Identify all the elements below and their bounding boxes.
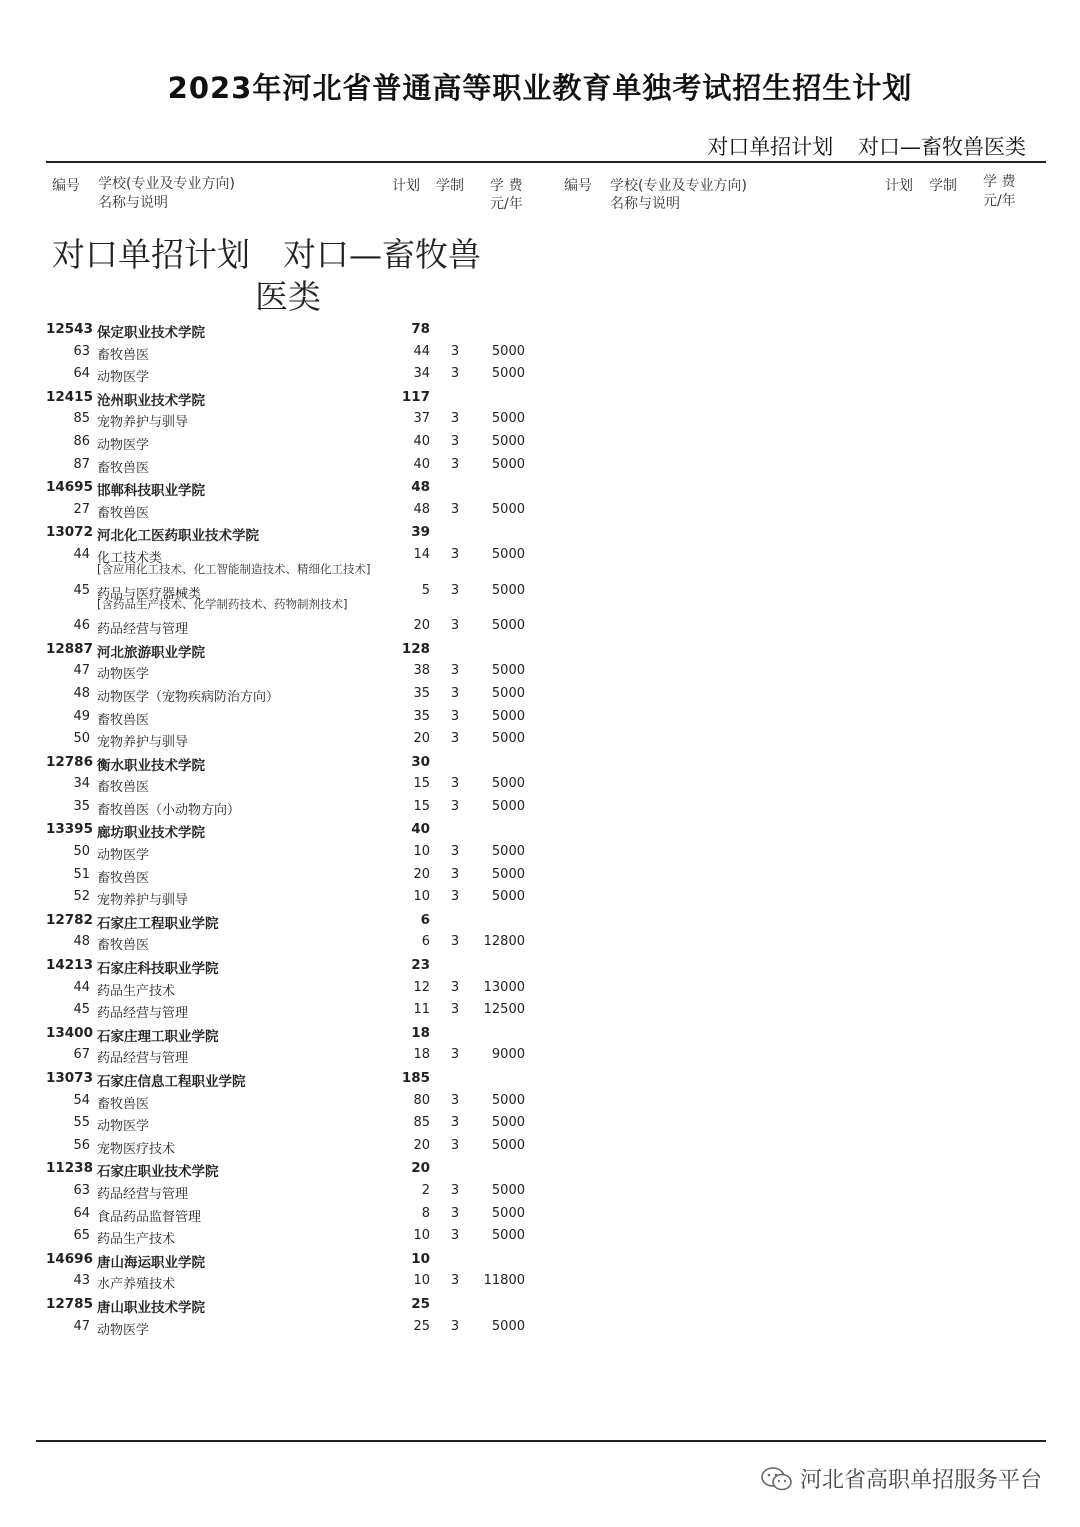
cell-plan: 15 bbox=[413, 776, 430, 792]
cell-years: 3 bbox=[450, 979, 460, 995]
cell-fee: 5000 bbox=[491, 1137, 525, 1153]
footer-brand bbox=[760, 1463, 1042, 1494]
cell-code: 56 bbox=[73, 1137, 90, 1153]
cell-code: 50 bbox=[73, 844, 90, 860]
table-row-note bbox=[0, 562, 387, 580]
plan-table bbox=[0, 318, 560, 1338]
cell-name: 畜牧兽医 bbox=[97, 870, 150, 886]
cell-name: 畜牧兽医 bbox=[97, 1096, 150, 1112]
cell-plan: 44 bbox=[413, 343, 430, 359]
cell-plan: 40 bbox=[413, 433, 430, 449]
cell-plan: 18 bbox=[413, 1047, 430, 1063]
cell-name: 畜牧兽医 bbox=[97, 938, 150, 954]
major-row bbox=[0, 864, 560, 887]
cell-plan: 128 bbox=[401, 640, 430, 657]
footer-text: 河北省高职单招服务平台 bbox=[799, 1468, 1042, 1493]
cell-name: 药品经营与管理 bbox=[97, 1186, 189, 1202]
cell-fee: 5000 bbox=[491, 685, 525, 701]
cell-name: 石家庄工程职业学院 bbox=[97, 915, 219, 932]
cell-plan: 15 bbox=[413, 798, 430, 814]
cell-code: 65 bbox=[73, 1228, 90, 1244]
col-header-fee-2: 元/年 bbox=[490, 196, 523, 212]
cell-name: 动物医学 bbox=[97, 1119, 150, 1135]
cell-fee: 5000 bbox=[491, 866, 525, 882]
cell-plan: 20 bbox=[413, 731, 430, 747]
cell-code: 13400 bbox=[46, 1024, 93, 1041]
cell-code: 14695 bbox=[46, 479, 93, 496]
cell-plan: 12 bbox=[413, 979, 430, 995]
cell-plan: 30 bbox=[411, 753, 430, 770]
major-row bbox=[0, 615, 560, 638]
major-row bbox=[0, 683, 560, 706]
cell-plan: 11 bbox=[413, 1002, 430, 1018]
cell-code: 44 bbox=[73, 546, 90, 562]
major-row bbox=[0, 1090, 560, 1113]
cell-code: 45 bbox=[73, 582, 90, 598]
cell-years: 3 bbox=[450, 411, 460, 427]
cell-code: 85 bbox=[73, 411, 90, 427]
school-row bbox=[0, 1067, 560, 1090]
cell-code: 12786 bbox=[46, 753, 93, 770]
cell-plan: 6 bbox=[421, 934, 430, 950]
cell-years: 3 bbox=[450, 366, 460, 382]
cell-code: 86 bbox=[73, 433, 90, 449]
cell-plan: 34 bbox=[413, 366, 430, 382]
cell-fee: 5000 bbox=[491, 366, 525, 382]
cell-plan: 18 bbox=[411, 1024, 430, 1041]
cell-years: 3 bbox=[450, 1047, 460, 1063]
cell-fee: 5000 bbox=[491, 1205, 525, 1221]
major-row bbox=[0, 1270, 560, 1293]
cell-years: 3 bbox=[450, 1228, 460, 1244]
cell-code: 12782 bbox=[46, 911, 93, 928]
cell-years: 3 bbox=[450, 685, 460, 701]
cell-plan: 5 bbox=[421, 582, 430, 598]
col-header-plan-right: 计划 bbox=[885, 178, 913, 194]
cell-code: 11238 bbox=[46, 1160, 93, 1177]
section-title-line1: 对口单招计划 对口—畜牧兽 bbox=[52, 235, 481, 274]
school-row bbox=[0, 1248, 560, 1271]
cell-name: 保定职业技术学院 bbox=[97, 325, 205, 341]
cell-name: 水产养殖技术 bbox=[97, 1277, 176, 1293]
table-row-note bbox=[0, 597, 387, 615]
col-header-name-1: 学校(专业及专业方向) bbox=[98, 176, 235, 192]
school-row bbox=[0, 1157, 560, 1180]
cell-fee: 5000 bbox=[491, 708, 525, 724]
cell-code: 45 bbox=[73, 1002, 90, 1018]
cell-plan: 8 bbox=[421, 1205, 430, 1221]
major-row bbox=[0, 999, 560, 1022]
school-row bbox=[0, 909, 560, 932]
cell-name: 动物医学 bbox=[97, 370, 150, 386]
cell-code: 48 bbox=[73, 685, 90, 701]
col-header-fee-1: 学 费 bbox=[490, 178, 523, 194]
cell-code: 46 bbox=[73, 618, 90, 634]
cell-name: 衡水职业技术学院 bbox=[97, 757, 205, 774]
cell-name: 动物医学 bbox=[97, 848, 150, 864]
cell-years: 3 bbox=[450, 776, 460, 792]
cell-code: 50 bbox=[73, 731, 90, 747]
cell-plan: 2 bbox=[421, 1182, 430, 1198]
school-row bbox=[0, 1293, 560, 1316]
cell-fee: 5000 bbox=[491, 1182, 525, 1198]
cell-name: 宠物医疗技术 bbox=[97, 1141, 176, 1157]
col-header-fee-2-right: 元/年 bbox=[983, 193, 1016, 209]
cell-name: 畜牧兽医 bbox=[97, 347, 150, 363]
cell-years: 3 bbox=[450, 1002, 460, 1018]
cell-name: 动物医学 bbox=[97, 1322, 150, 1338]
cell-plan: 10 bbox=[413, 1273, 430, 1289]
cell-code: 47 bbox=[73, 663, 90, 679]
cell-name: 石家庄科技职业学院 bbox=[97, 961, 219, 978]
cell-code: 13072 bbox=[46, 524, 93, 541]
cell-fee: 5000 bbox=[491, 546, 525, 562]
cell-years: 3 bbox=[450, 798, 460, 814]
cell-code: 12543 bbox=[46, 321, 93, 337]
cell-code: 63 bbox=[73, 1182, 90, 1198]
cell-plan: 40 bbox=[413, 456, 430, 472]
cell-name: 动物医学（宠物疾病防治方向） bbox=[97, 689, 280, 705]
cell-name: 药品生产技术 bbox=[97, 1232, 176, 1248]
cell-years: 3 bbox=[450, 582, 460, 598]
major-row bbox=[0, 431, 560, 454]
cell-code: 43 bbox=[73, 1273, 90, 1289]
cell-name: 廊坊职业技术学院 bbox=[97, 825, 205, 842]
cell-plan: 35 bbox=[413, 708, 430, 724]
cell-code: 64 bbox=[73, 366, 90, 382]
cell-years: 3 bbox=[450, 1092, 460, 1108]
col-header-name-1-right: 学校(专业及专业方向) bbox=[610, 178, 747, 194]
cell-fee: 9000 bbox=[491, 1047, 525, 1063]
major-row bbox=[0, 660, 560, 683]
col-header-fee-1-right: 学 费 bbox=[983, 174, 1016, 190]
section-title-line2: 医类 bbox=[255, 277, 321, 316]
cell-plan: 78 bbox=[411, 321, 430, 337]
major-row bbox=[0, 341, 560, 364]
cell-plan: 38 bbox=[413, 663, 430, 679]
col-header-plan: 计划 bbox=[392, 178, 420, 194]
school-row bbox=[0, 318, 560, 341]
cell-fee: 5000 bbox=[491, 798, 525, 814]
cell-fee: 5000 bbox=[491, 501, 525, 517]
cell-plan: 10 bbox=[411, 1250, 430, 1267]
cell-code: 34 bbox=[73, 776, 90, 792]
cell-plan: 48 bbox=[411, 479, 430, 496]
cell-name: 畜牧兽医 bbox=[97, 505, 150, 521]
school-row bbox=[0, 751, 560, 774]
cell-name: 畜牧兽医 bbox=[97, 460, 150, 476]
col-header-name-2-right: 名称与说明 bbox=[610, 196, 680, 212]
major-row bbox=[0, 1316, 560, 1339]
cell-fee: 5000 bbox=[491, 844, 525, 860]
school-row bbox=[0, 521, 560, 544]
cell-name: 畜牧兽医 bbox=[97, 780, 150, 796]
cell-years: 3 bbox=[450, 456, 460, 472]
cell-years: 3 bbox=[450, 546, 460, 562]
cell-name: 动物医学 bbox=[97, 437, 150, 453]
cell-fee: 5000 bbox=[491, 456, 525, 472]
cell-plan: 39 bbox=[411, 524, 430, 541]
header-rule bbox=[46, 161, 1046, 163]
cell-years: 3 bbox=[450, 1318, 460, 1334]
cell-plan: 85 bbox=[413, 1115, 430, 1131]
major-row bbox=[0, 931, 560, 954]
major-row bbox=[0, 728, 560, 751]
cell-years: 3 bbox=[450, 1273, 460, 1289]
cell-name: 石家庄信息工程职业学院 bbox=[97, 1074, 246, 1090]
cell-name: 宠物养护与驯导 bbox=[97, 893, 189, 909]
cell-fee: 11800 bbox=[483, 1273, 525, 1289]
cell-years: 3 bbox=[450, 731, 460, 747]
cell-code: 13073 bbox=[46, 1070, 93, 1086]
cell-plan: 25 bbox=[413, 1318, 430, 1334]
cell-plan: 25 bbox=[411, 1295, 430, 1312]
major-row bbox=[0, 706, 560, 729]
cell-name: 河北化工医药职业技术学院 bbox=[97, 528, 259, 545]
cell-years: 3 bbox=[450, 889, 460, 905]
cell-fee: 5000 bbox=[491, 618, 525, 634]
cell-years: 3 bbox=[450, 1137, 460, 1153]
major-row bbox=[0, 886, 560, 909]
cell-code: 63 bbox=[73, 343, 90, 359]
cell-fee: 5000 bbox=[491, 1115, 525, 1131]
cell-code: 51 bbox=[73, 866, 90, 882]
cell-plan: 10 bbox=[413, 1228, 430, 1244]
cell-name: 畜牧兽医（小动物方向） bbox=[97, 802, 241, 818]
cell-name: 畜牧兽医 bbox=[97, 712, 150, 728]
cell-code: 44 bbox=[73, 979, 90, 995]
cell-years: 3 bbox=[450, 1115, 460, 1131]
cell-plan: 80 bbox=[413, 1092, 430, 1108]
cell-name: 化工技术类 bbox=[97, 550, 163, 566]
cell-years: 3 bbox=[450, 934, 460, 950]
cell-code: 48 bbox=[73, 934, 90, 950]
col-header-code-right: 编号 bbox=[564, 178, 592, 194]
cell-code: 64 bbox=[73, 1205, 90, 1221]
cell-code: 14213 bbox=[46, 957, 93, 974]
major-row bbox=[0, 499, 560, 522]
page-subheader: 对口单招计划 对口—畜牧兽医类 bbox=[707, 135, 1026, 159]
cell-plan: 23 bbox=[411, 957, 430, 974]
cell-plan: 20 bbox=[413, 1137, 430, 1153]
note-text: [含应用化工技术、化工智能制造技术、精细化工技术] bbox=[97, 561, 371, 576]
cell-fee: 5000 bbox=[491, 776, 525, 792]
major-row bbox=[0, 1180, 560, 1203]
cell-plan: 185 bbox=[401, 1070, 430, 1086]
cell-plan: 20 bbox=[413, 618, 430, 634]
cell-code: 35 bbox=[73, 798, 90, 814]
cell-code: 49 bbox=[73, 708, 90, 724]
cell-name: 唐山职业技术学院 bbox=[97, 1299, 205, 1316]
cell-code: 12785 bbox=[46, 1295, 93, 1312]
cell-name: 唐山海运职业学院 bbox=[97, 1254, 205, 1271]
cell-years: 3 bbox=[450, 618, 460, 634]
cell-fee: 13000 bbox=[483, 979, 525, 995]
cell-name: 河北旅游职业学院 bbox=[97, 644, 205, 661]
cell-name: 动物医学 bbox=[97, 667, 150, 683]
col-header-years: 学制 bbox=[436, 178, 464, 194]
major-row bbox=[0, 841, 560, 864]
cell-fee: 5000 bbox=[491, 1318, 525, 1334]
cell-plan: 117 bbox=[401, 388, 430, 405]
cell-fee: 5000 bbox=[491, 582, 525, 598]
cell-plan: 14 bbox=[413, 546, 430, 562]
cell-fee: 12500 bbox=[483, 1002, 525, 1018]
section-title bbox=[52, 234, 552, 318]
cell-code: 13395 bbox=[46, 821, 93, 838]
col-header-years-right: 学制 bbox=[929, 178, 957, 194]
cell-fee: 5000 bbox=[491, 433, 525, 449]
note-text: [含药品生产技术、化学制药技术、药物制剂技术] bbox=[97, 597, 348, 612]
cell-name: 药品生产技术 bbox=[97, 983, 176, 999]
cell-fee: 12800 bbox=[483, 934, 525, 950]
cell-fee: 5000 bbox=[491, 663, 525, 679]
cell-years: 3 bbox=[450, 844, 460, 860]
cell-plan: 6 bbox=[420, 911, 430, 928]
school-row bbox=[0, 818, 560, 841]
cell-plan: 20 bbox=[411, 1160, 430, 1177]
major-row bbox=[0, 1135, 560, 1158]
cell-code: 12415 bbox=[46, 388, 93, 405]
cell-fee: 5000 bbox=[491, 343, 525, 359]
cell-code: 54 bbox=[73, 1092, 90, 1108]
cell-code: 27 bbox=[73, 501, 90, 517]
cell-years: 3 bbox=[450, 708, 460, 724]
major-row bbox=[0, 408, 560, 431]
cell-years: 3 bbox=[450, 343, 460, 359]
school-row bbox=[0, 638, 560, 661]
major-row bbox=[0, 1044, 560, 1067]
major-row bbox=[0, 773, 560, 796]
cell-plan: 40 bbox=[411, 821, 430, 838]
cell-years: 3 bbox=[450, 1205, 460, 1221]
cell-code: 12887 bbox=[46, 640, 93, 657]
cell-name: 宠物养护与驯导 bbox=[97, 415, 189, 431]
major-row bbox=[0, 1225, 560, 1248]
cell-years: 3 bbox=[450, 433, 460, 449]
cell-name: 石家庄职业技术学院 bbox=[97, 1164, 219, 1181]
cell-fee: 5000 bbox=[491, 1092, 525, 1108]
school-row bbox=[0, 1022, 560, 1045]
wechat-icon bbox=[760, 1466, 794, 1492]
major-row bbox=[0, 796, 560, 819]
cell-code: 14696 bbox=[46, 1250, 93, 1267]
col-header-code: 编号 bbox=[52, 178, 80, 194]
cell-years: 3 bbox=[450, 501, 460, 517]
cell-name: 药品经营与管理 bbox=[97, 1051, 189, 1067]
cell-fee: 5000 bbox=[491, 731, 525, 747]
cell-name: 邯郸科技职业学院 bbox=[97, 483, 205, 500]
cell-name: 药品经营与管理 bbox=[97, 622, 189, 638]
cell-code: 47 bbox=[73, 1318, 90, 1334]
school-row bbox=[0, 476, 560, 499]
cell-years: 3 bbox=[450, 1182, 460, 1198]
cell-name: 药品经营与管理 bbox=[97, 1006, 189, 1022]
cell-plan: 37 bbox=[413, 411, 430, 427]
school-row bbox=[0, 386, 560, 409]
cell-name: 药品与医疗器械类 bbox=[97, 586, 202, 602]
cell-years: 3 bbox=[450, 866, 460, 882]
major-row bbox=[0, 1203, 560, 1226]
cell-name: 石家庄理工职业学院 bbox=[97, 1028, 219, 1045]
cell-code: 87 bbox=[73, 456, 90, 472]
major-row bbox=[0, 454, 560, 477]
cell-name: 食品药品监督管理 bbox=[97, 1209, 202, 1225]
cell-code: 55 bbox=[73, 1115, 90, 1131]
col-header-name-2: 名称与说明 bbox=[98, 195, 168, 211]
cell-name: 宠物养护与驯导 bbox=[97, 735, 189, 751]
cell-name: 沧州职业技术学院 bbox=[97, 392, 205, 409]
page-title: 2023年河北省普通高等职业教育单独考试招生招生计划 bbox=[167, 71, 913, 105]
cell-fee: 5000 bbox=[491, 411, 525, 427]
school-row bbox=[0, 954, 560, 977]
major-row bbox=[0, 1112, 560, 1135]
footer-rule bbox=[36, 1440, 1046, 1442]
cell-plan: 48 bbox=[413, 501, 430, 517]
cell-plan: 20 bbox=[413, 866, 430, 882]
major-row bbox=[0, 977, 560, 1000]
major-row bbox=[0, 363, 560, 386]
cell-plan: 35 bbox=[413, 685, 430, 701]
cell-plan: 10 bbox=[413, 889, 430, 905]
cell-code: 67 bbox=[73, 1047, 90, 1063]
cell-fee: 5000 bbox=[491, 1228, 525, 1244]
cell-code: 52 bbox=[73, 889, 90, 905]
cell-years: 3 bbox=[450, 663, 460, 679]
cell-fee: 5000 bbox=[491, 889, 525, 905]
cell-plan: 10 bbox=[413, 844, 430, 860]
